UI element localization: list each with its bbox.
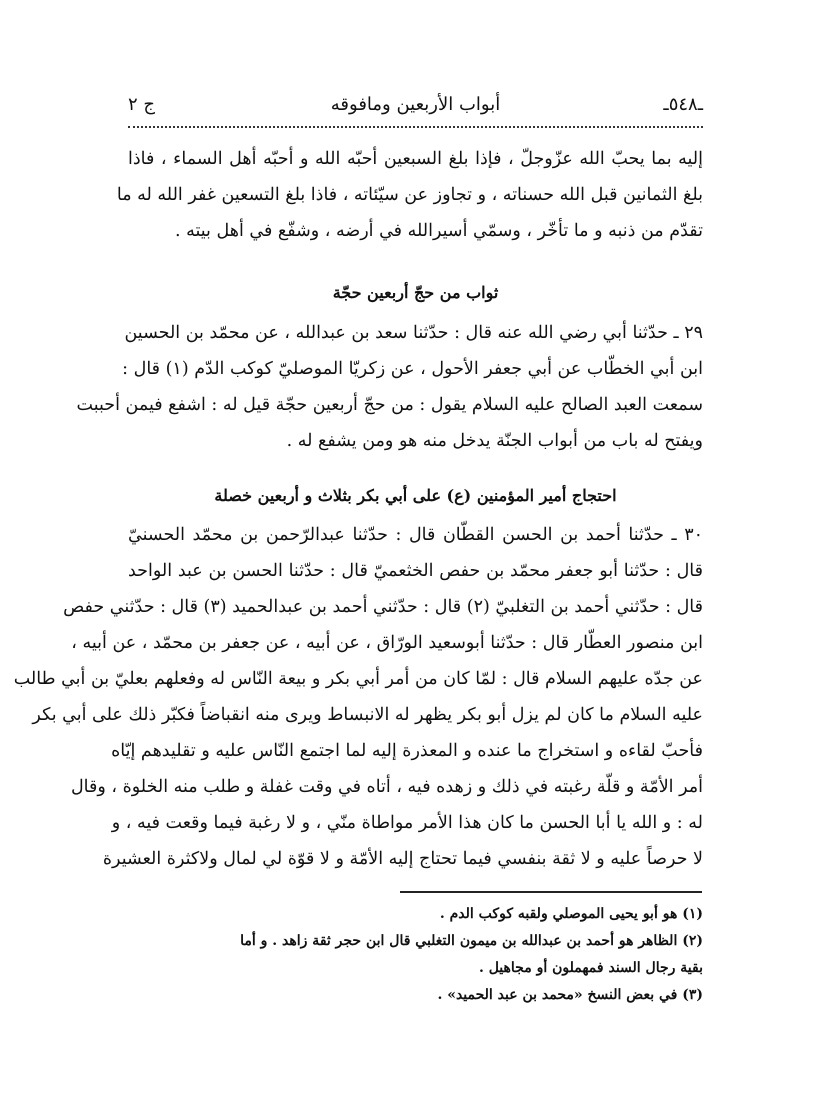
text-line: أمر الأمّة و قلّة رغبته في ذلك و زهده فيه ، أتاه في وقت غفلة و طلب منه الخلوة ، وقال [70,777,703,797]
text-line: سمعت العبد الصالح عليه السلام يقول : من حجّ أربعين حجّة قيل له : اشفع فيمن أحببت [76,395,703,415]
volume-label: ج ٢ [128,94,156,115]
text-line: بلغ الثمانين قبل الله حسناته ، و تجاوز عن سيّئاته ، فاذا بلغ التسعين غفر الله له ما [116,185,703,205]
running-title: أبواب الأربعين ومافوقه [330,94,501,115]
hadith-29-text [76,315,703,459]
footnote-divider [400,891,702,893]
hadith-30-text [13,517,703,877]
footnote-3: (٣) في بعض النسخ «محمد بن عبد الحميد» . [437,987,703,1003]
text-line: تقدّم من ذنبه و ما تأخّر ، وسمّي أسيرالله في أرضه ، وشفّع في أهل بيته . [174,221,703,241]
footnote-1: (١) هو أبو يحيى الموصلي ولقبه كوكب الدم . [439,906,703,922]
header-divider [128,126,703,128]
section-heading-2: احتجاج أمير المؤمنين (ع) على أبي بكر بثلاث و أربعين خصلة [214,486,617,505]
footnotes [128,901,703,1009]
text-line: قال : حدّثني أحمد بن التغلبيّ (٢) قال : حدّثني أحمد بن عبدالحميد (٣) قال : حدّثني حفص [63,597,703,617]
text-line: ٢٩ ـ حدّثنا أبي رضي الله عنه قال : حدّثنا سعد بن عبدالله ، عن محمّد بن الحسين [124,323,703,343]
page-number: ـ٥٤٨ـ [663,94,703,115]
text-line: عن جدّه عليهم السلام قال : لمّا كان من أمر أبي بكر و بيعة النّاس له وفعلهم بعليّ بن أبي طالب [13,669,703,689]
text-line: قال : حدّثنا أبو جعفر محمّد بن حفص الخثعميّ قال : حدّثنا الحسن بن عبد الواحد [128,561,703,581]
text-line: له : و الله يا أبا الحسن ما كان هذا الأمر مواطاة منّي ، و لا رغبة فيما وقعت فيه ، و [111,813,703,833]
section-heading-1: ثواب من حجّ أربعين حجّة [332,283,499,302]
text-line: ابن أبي الخطّاب عن أبي جعفر الأحول ، عن زكريّا الموصليّ كوكب الدّم (١) قال : [122,359,703,379]
text-line: ابن منصور العطّار قال : حدّثنا أبوسعيد الورّاق ، عن أبيه ، عن جعفر بن محمّد ، عن أبيه ، [71,633,703,653]
text-line: إليه بما يحبّ الله عزّوجلّ ، فإذا بلغ السبعين أحبّه الله و أحبّه أهل السماء ، فاذا [128,149,703,169]
footnote-2: (٢) الظاهر هو أحمد بن عبدالله بن ميمون التغلبي قال ابن حجر ثقة زاهد . و أما [240,933,703,949]
text-line: فأحبّ لقاءه و استخراج ما عنده و المعذرة إليه لما اجتمع النّاس عليه و تقليدهم إيّاه [111,741,703,761]
text-line: عليه السلام ما كان لم يزل أبو بكر يظهر له الانبساط ويرى منه انقباضاً فكبّر ذلك على أبي بكر [32,705,703,725]
text-line: ويفتح له باب من أبواب الجنّة يدخل منه هو ومن يشفع له . [286,431,703,451]
section1-text [116,141,703,249]
text-line: لا حرصاً عليه و لا ثقة بنفسي فيما تحتاج إليه الأمّة و لا قوّة لي لمال ولاكثرة العشيرة [102,849,703,869]
page-header [128,90,703,126]
footnote-2-continued: بقية رجال السند فمهملون أو مجاهيل . [478,960,703,976]
text-line: ٣٠ ـ حدّثنا أحمد بن الحسن القطّان قال : حدّثنا عبدالرّحمن بن محمّد الحسنيّ [128,525,703,545]
